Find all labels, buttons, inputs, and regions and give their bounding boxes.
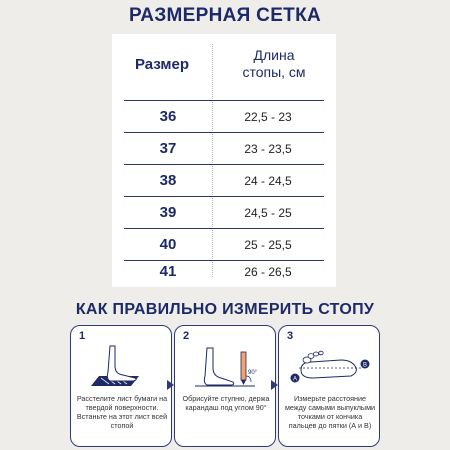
header-foot-line2: стопы, см [242, 64, 306, 80]
step-text: Обрисуйте ступню, держа карандаш под углом 90° [182, 394, 270, 412]
table-row [124, 101, 324, 132]
foot-length-cell: 24 - 24,5 [244, 173, 292, 188]
header-foot-line1: Длина [253, 47, 295, 63]
foot-length-cell: 24,5 - 25 [244, 205, 292, 220]
table-row [124, 165, 324, 196]
step-card-2 [174, 325, 276, 447]
page-title: РАЗМЕРНАЯ СЕТКА [129, 5, 321, 26]
size-table [112, 34, 336, 287]
step-number: 3 [287, 330, 294, 342]
step-card-3 [278, 325, 380, 447]
foot-on-paper-icon [77, 342, 167, 394]
size-cell: 40 [159, 236, 177, 253]
arrow-right-icon [167, 380, 174, 390]
header-size: Размер [134, 55, 190, 73]
foot-measure-icon [285, 342, 375, 394]
size-cell: 36 [159, 108, 177, 125]
foot-length-cell: 23 - 23,5 [244, 141, 292, 156]
point-b-label: B [363, 362, 368, 369]
step-number: 2 [183, 330, 190, 342]
table-row [124, 133, 324, 164]
trace-foot-pencil-icon [181, 342, 271, 394]
foot-length-cell: 22,5 - 23 [244, 109, 292, 124]
arrow-right-icon [271, 380, 278, 390]
size-cell: 41 [159, 263, 177, 280]
angle-label: 90° [248, 370, 258, 376]
step-number: 1 [79, 330, 86, 342]
step-card-1 [70, 325, 172, 447]
foot-length-cell: 26 - 26,5 [244, 264, 292, 279]
size-cell: 39 [159, 204, 177, 221]
step-text: Расстелите лист бумаги на твердой поверхности. Встаньте на этот лист всей стопой [76, 394, 168, 430]
table-row [124, 256, 324, 287]
size-cell: 37 [159, 140, 177, 157]
measure-heading: КАК ПРАВИЛЬНО ИЗМЕРИТЬ СТОПУ [75, 301, 375, 318]
size-cell: 38 [159, 172, 177, 189]
point-a-label: A [293, 376, 298, 383]
header-foot-length [212, 34, 336, 94]
step-text: Измерьте расстояние между самыми выпуклыми точками от кончика пальцев до пятки (А и В) [284, 394, 376, 430]
table-row [124, 197, 324, 228]
foot-length-cell: 25 - 25,5 [244, 237, 292, 252]
